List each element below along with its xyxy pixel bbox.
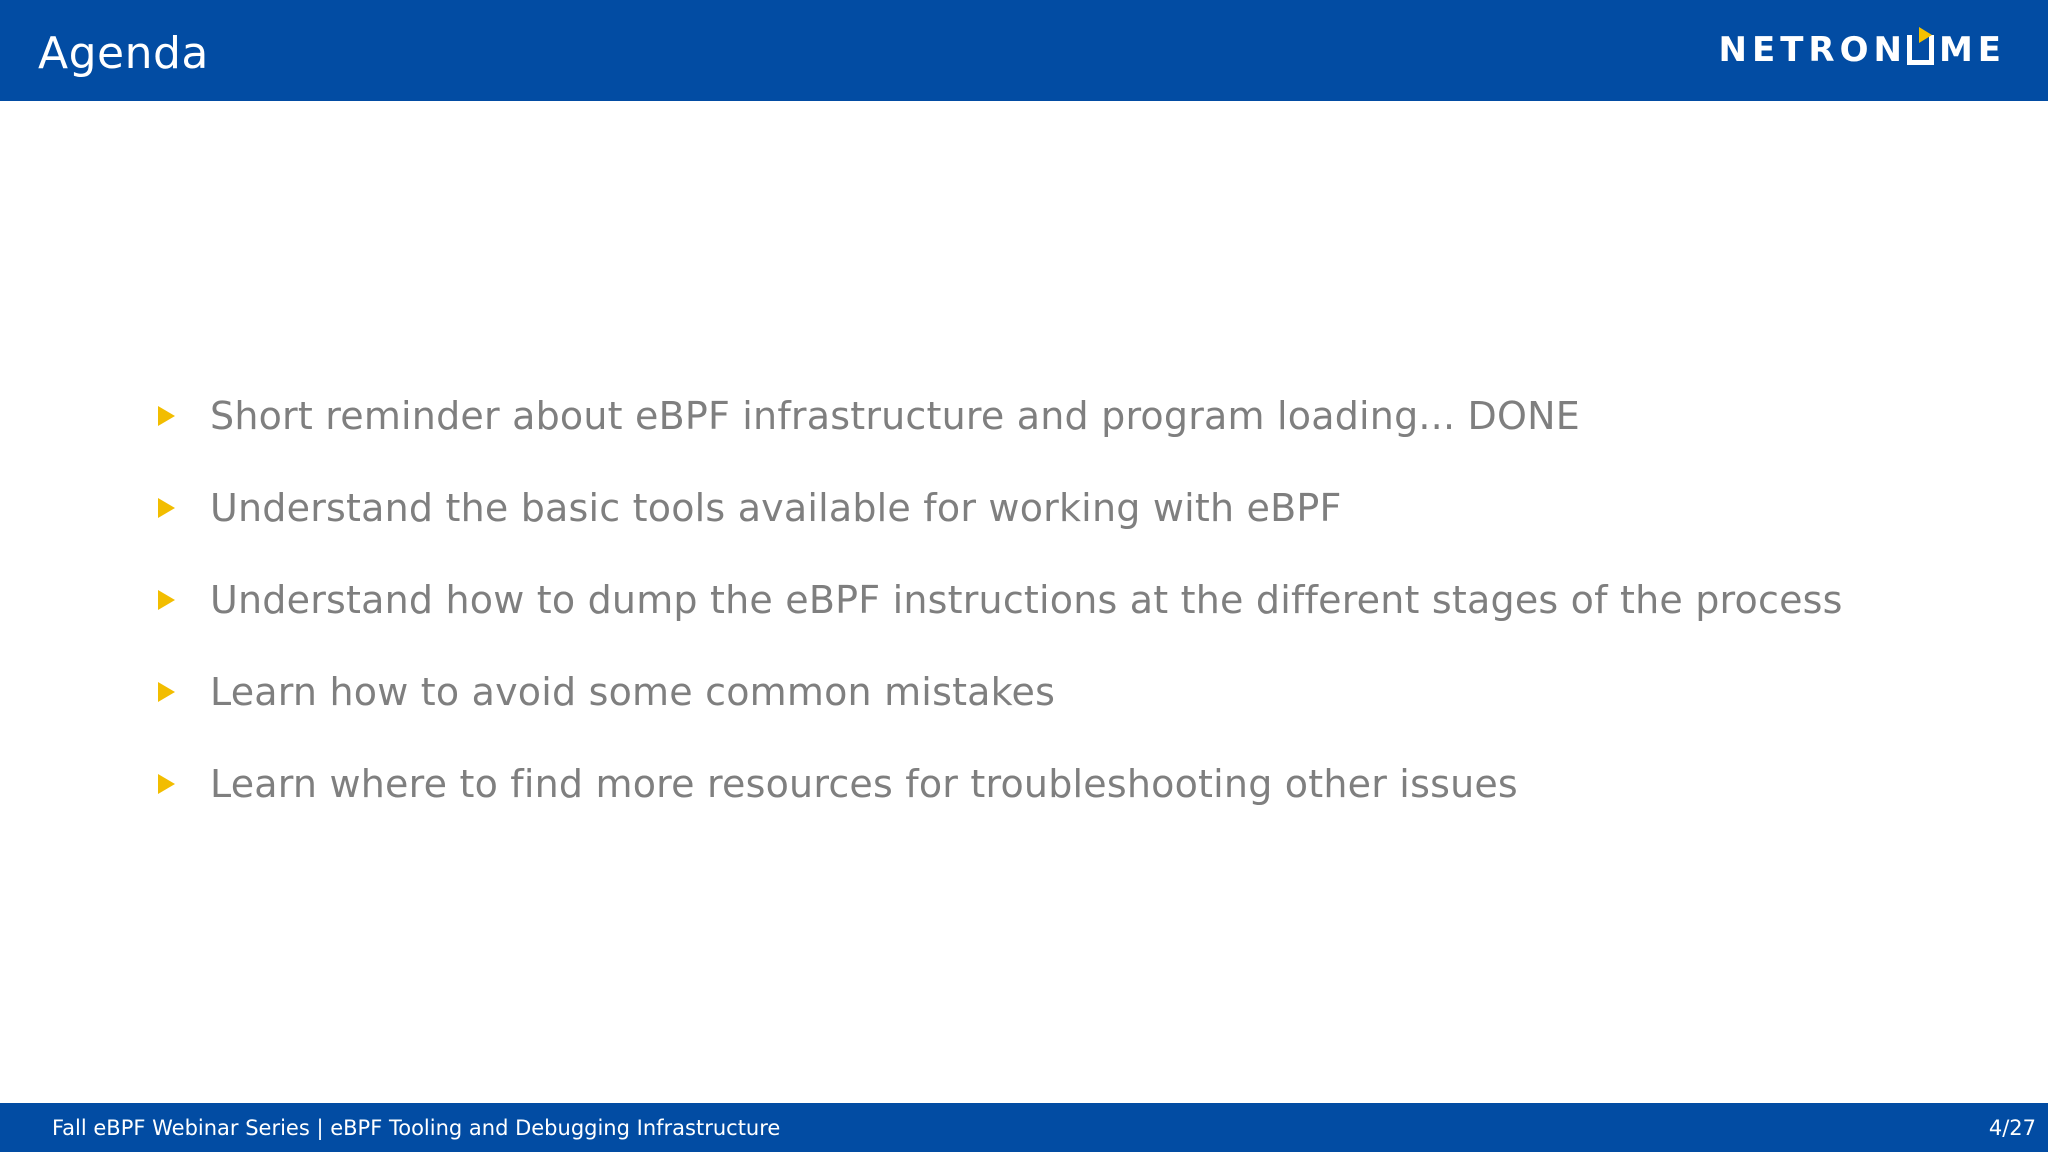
- agenda-item: [155, 738, 1843, 830]
- agenda-item-text: Understand how to dump the eBPF instructions at the different stages of the process: [210, 578, 1843, 622]
- triangle-right-icon: [158, 498, 175, 518]
- agenda-item-text: Learn how to avoid some common mistakes: [210, 670, 1056, 714]
- slide-header: [0, 0, 2048, 101]
- triangle-right-icon: [158, 682, 175, 702]
- logo-play-icon: [1907, 35, 1934, 65]
- agenda-item-text: Short reminder about eBPF infrastructure and program loading... DONE: [210, 394, 1580, 438]
- page-number: 4/27: [1988, 1116, 2036, 1140]
- agenda-item: [155, 370, 1843, 462]
- agenda-item-text: Understand the basic tools available for working with eBPF: [210, 486, 1342, 530]
- logo-text-start: NETRON: [1718, 30, 1907, 70]
- slide-title: Agenda: [38, 28, 209, 79]
- agenda-item: [155, 462, 1843, 554]
- logo-text-end: ME: [1938, 30, 2006, 70]
- agenda-item-text: Learn where to find more resources for troubleshooting other issues: [210, 762, 1518, 806]
- agenda-list: [155, 370, 1843, 830]
- footer-text: Fall eBPF Webinar Series | eBPF Tooling and Debugging Infrastructure: [52, 1116, 781, 1140]
- netronome-logo: [1719, 30, 2006, 70]
- triangle-right-icon: [158, 774, 175, 794]
- agenda-item: [155, 646, 1843, 738]
- slide-footer: [0, 1103, 2048, 1152]
- agenda-item: [155, 554, 1843, 646]
- triangle-right-icon: [158, 406, 175, 426]
- triangle-right-icon: [158, 590, 175, 610]
